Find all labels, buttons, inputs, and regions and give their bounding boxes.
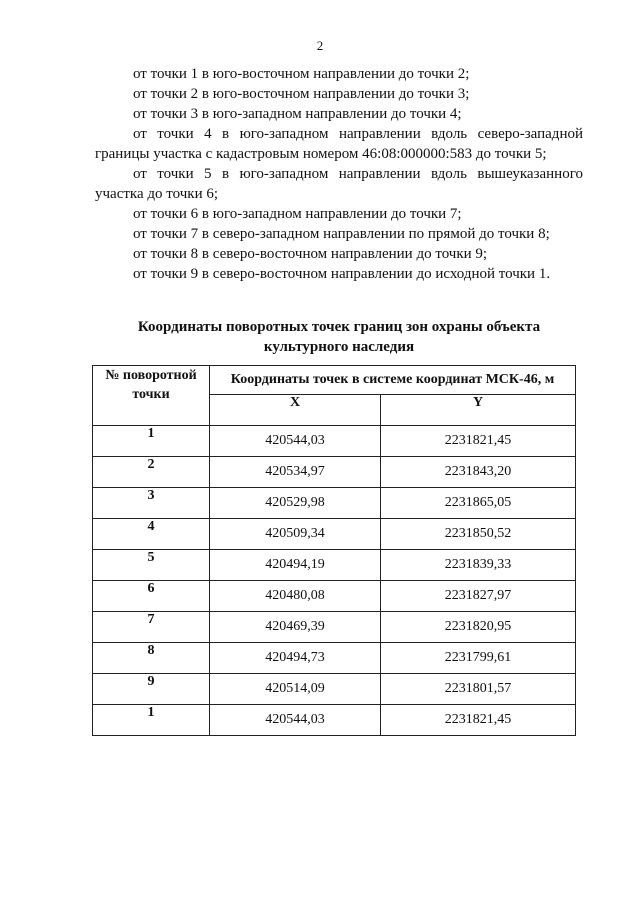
coordinate-x: 420544,03: [210, 426, 381, 457]
point-number: 1: [93, 705, 210, 736]
table-row: [93, 457, 576, 488]
header-x: X: [210, 395, 381, 426]
table-title: [95, 317, 583, 357]
coordinates-table: [92, 365, 576, 736]
paragraph: от точки 4 в юго-западном направлении вдоль северо-западной границы участка с кадастровым номером 46:08:000000:583 до точки 5;: [95, 126, 583, 162]
point-number: 3: [93, 488, 210, 519]
header-coordinate-system: Координаты точек в системе координат МСК-46, м: [210, 366, 576, 395]
coordinate-x: 420544,03: [210, 705, 381, 736]
paragraph: от точки 7 в северо-западном направлении по прямой до точки 8;: [133, 226, 550, 242]
table-row: [93, 488, 576, 519]
table-row: [93, 674, 576, 705]
point-number: 6: [93, 581, 210, 612]
header-point-number-line-2: точки: [132, 387, 170, 402]
point-number: 1: [93, 426, 210, 457]
table-title-line-2: культурного наследия: [263, 339, 415, 355]
point-number: 9: [93, 674, 210, 705]
header-point-number-line-1: № поворотной: [105, 368, 197, 383]
coordinate-y: 2231821,45: [381, 426, 576, 457]
coordinate-x: 420509,34: [210, 519, 381, 550]
point-number: 2: [93, 457, 210, 488]
point-number: 5: [93, 550, 210, 581]
coordinate-x: 420529,98: [210, 488, 381, 519]
coordinate-y: 2231827,97: [381, 581, 576, 612]
table-row: [93, 519, 576, 550]
coordinate-y: 2231843,20: [381, 457, 576, 488]
coordinate-y: 2231820,95: [381, 612, 576, 643]
paragraph: от точки 3 в юго-западном направлении до точки 4;: [133, 106, 462, 122]
coordinate-x: 420534,97: [210, 457, 381, 488]
coordinate-y: 2231799,61: [381, 643, 576, 674]
paragraph: от точки 1 в юго-восточном направлении до точки 2;: [133, 66, 470, 82]
coordinate-y: 2231821,45: [381, 705, 576, 736]
paragraph: от точки 8 в северо-восточном направлении до точки 9;: [133, 246, 488, 262]
coordinate-x: 420494,73: [210, 643, 381, 674]
coordinate-x: 420480,08: [210, 581, 381, 612]
header-point-number: [93, 366, 210, 426]
table-row: [93, 581, 576, 612]
paragraph: от точки 6 в юго-западном направлении до точки 7;: [133, 206, 462, 222]
table-title-line-1: Координаты поворотных точек границ зон охраны объекта: [137, 319, 541, 335]
table-row: [93, 426, 576, 457]
point-number: 4: [93, 519, 210, 550]
coordinate-y: 2231865,05: [381, 488, 576, 519]
coordinate-x: 420514,09: [210, 674, 381, 705]
paragraph: от точки 5 в юго-западном направлении вдоль вышеуказанного участка до точки 6;: [95, 166, 583, 202]
coordinate-y: 2231801,57: [381, 674, 576, 705]
table-row: [93, 705, 576, 736]
coordinate-y: 2231839,33: [381, 550, 576, 581]
coordinate-x: 420469,39: [210, 612, 381, 643]
point-number: 8: [93, 643, 210, 674]
coordinate-x: 420494,19: [210, 550, 381, 581]
page-number: 2: [316, 38, 324, 53]
paragraph: от точки 9 в северо-восточном направлении до исходной точки 1.: [133, 266, 551, 282]
table-row: [93, 612, 576, 643]
table-row: [93, 550, 576, 581]
paragraph: от точки 2 в юго-восточном направлении до точки 3;: [133, 86, 470, 102]
boundary-description: [95, 64, 583, 284]
coordinate-y: 2231850,52: [381, 519, 576, 550]
point-number: 7: [93, 612, 210, 643]
table-row: [93, 643, 576, 674]
table-header-row: [93, 366, 576, 395]
header-y: Y: [381, 395, 576, 426]
